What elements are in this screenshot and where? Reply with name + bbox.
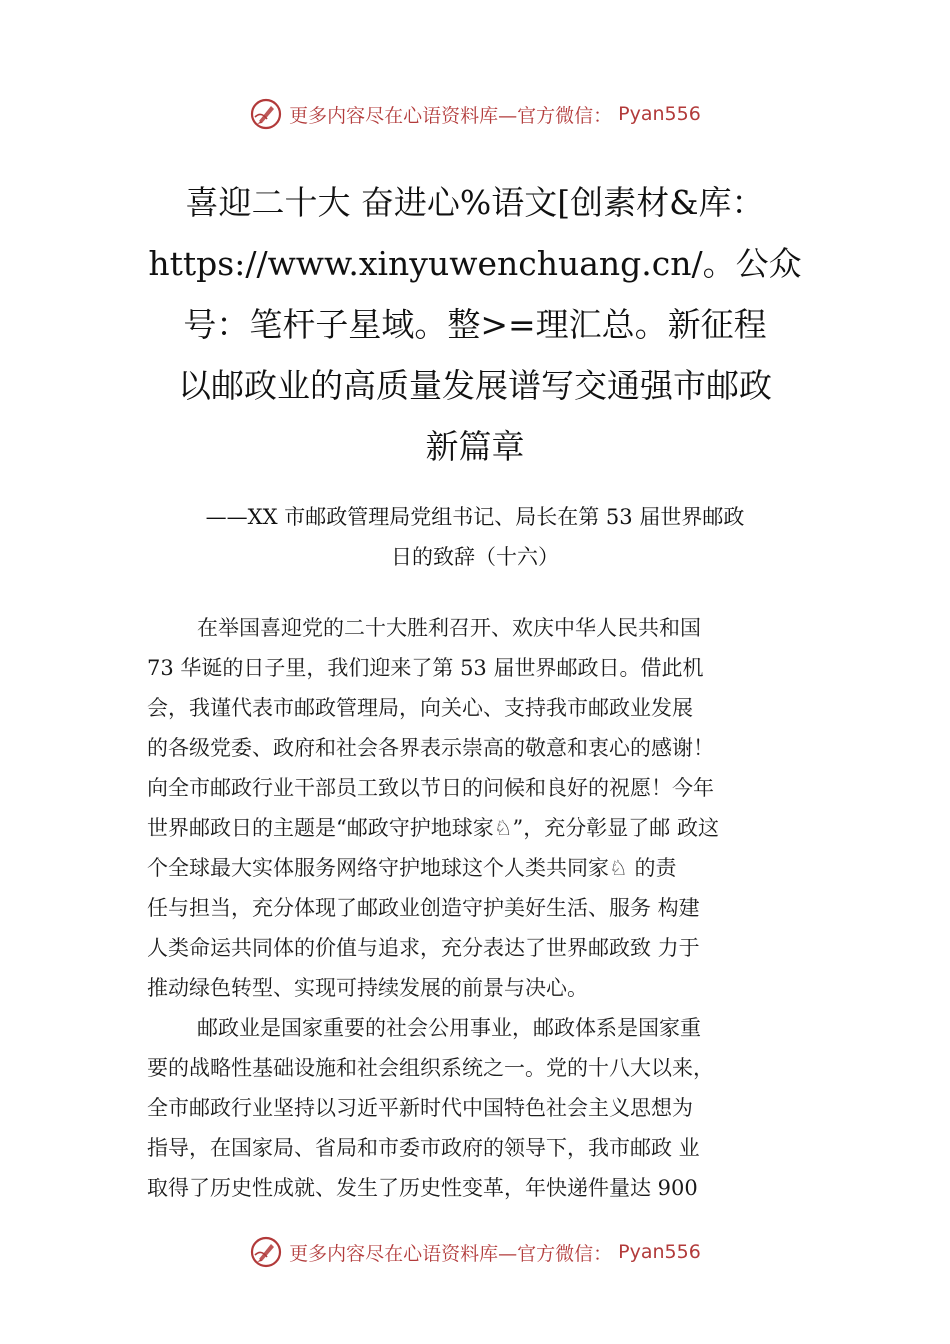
body-line: 全市邮政行业坚持以习近平新时代中国特色社会主义思想为 <box>147 1096 693 1120</box>
body-line: 世界邮政日的主题是“邮政守护地球家♘”，充分彰显了邮 政这 <box>147 816 719 840</box>
body-line: 在举国喜迎党的二十大胜利召开、欢庆中华人民共和国 <box>197 616 701 640</box>
body-line: 邮政业是国家重要的社会公用事业，邮政体系是国家重 <box>197 1016 701 1040</box>
pen-logo-icon <box>249 97 283 131</box>
body-line: 人类命运共同体的价值与追求，充分表达了世界邮政致 力于 <box>147 936 700 960</box>
body-line: 会，我谨代表市邮政管理局，向关心、支持我市邮政业发展 <box>147 696 693 720</box>
body-line: 73 华诞的日子里，我们迎来了第 53 届世界邮政日。借此机 <box>147 656 704 680</box>
header-watermark <box>0 94 950 134</box>
document-body <box>147 608 837 1208</box>
body-line: 的各级党委、政府和社会各界表示崇高的敬意和衷心的感谢！ <box>147 736 714 760</box>
title-line: 号：笔杆子星域。整>=理汇总。新征程 <box>183 305 767 344</box>
title-line: 以邮政业的高质量发展谱写交通强市邮政 <box>178 366 772 405</box>
footer-watermark <box>0 1232 950 1272</box>
body-line: 指导，在国家局、省局和市委市政府的领导下，我市邮政 业 <box>147 1136 700 1160</box>
body-line: 要的战略性基础设施和社会组织系统之一。党的十八大以来， <box>147 1056 714 1080</box>
watermark-text: 更多内容尽在心语资料库—官方微信： <box>289 104 613 127</box>
body-line: 取得了历史性成就、发生了历史性变革，年快递件量达 900 <box>147 1176 698 1200</box>
pen-logo-icon <box>249 1235 283 1269</box>
subtitle-line: ——XX 市邮政管理局党组书记、局长在第 53 届世界邮政 <box>205 505 745 529</box>
subtitle-line: 日的致辞（十六） <box>391 545 559 569</box>
document-title <box>140 172 810 477</box>
title-line: 喜迎二十大 奋进心%语文[创素材&库： <box>185 183 765 222</box>
title-line: https://www.xinyuwenchuang.cn/。公众 <box>148 244 802 283</box>
body-line: 个全球最大实体服务网络守护地球这个人类共同家♘ 的责 <box>147 856 677 880</box>
document-subtitle <box>140 497 810 577</box>
body-line: 向全市邮政行业干部员工致以节日的问候和良好的祝愿！今年 <box>147 776 714 800</box>
watermark-wechat-id: Pyan556 <box>618 1241 701 1263</box>
watermark-wechat-id: Pyan556 <box>618 103 701 125</box>
body-line: 任与担当，充分体现了邮政业创造守护美好生活、服务 构建 <box>147 896 700 920</box>
body-line: 推动绿色转型、实现可持续发展的前景与决心。 <box>147 976 588 1000</box>
title-line: 新篇章 <box>425 427 525 466</box>
watermark-text: 更多内容尽在心语资料库—官方微信： <box>289 1242 613 1265</box>
